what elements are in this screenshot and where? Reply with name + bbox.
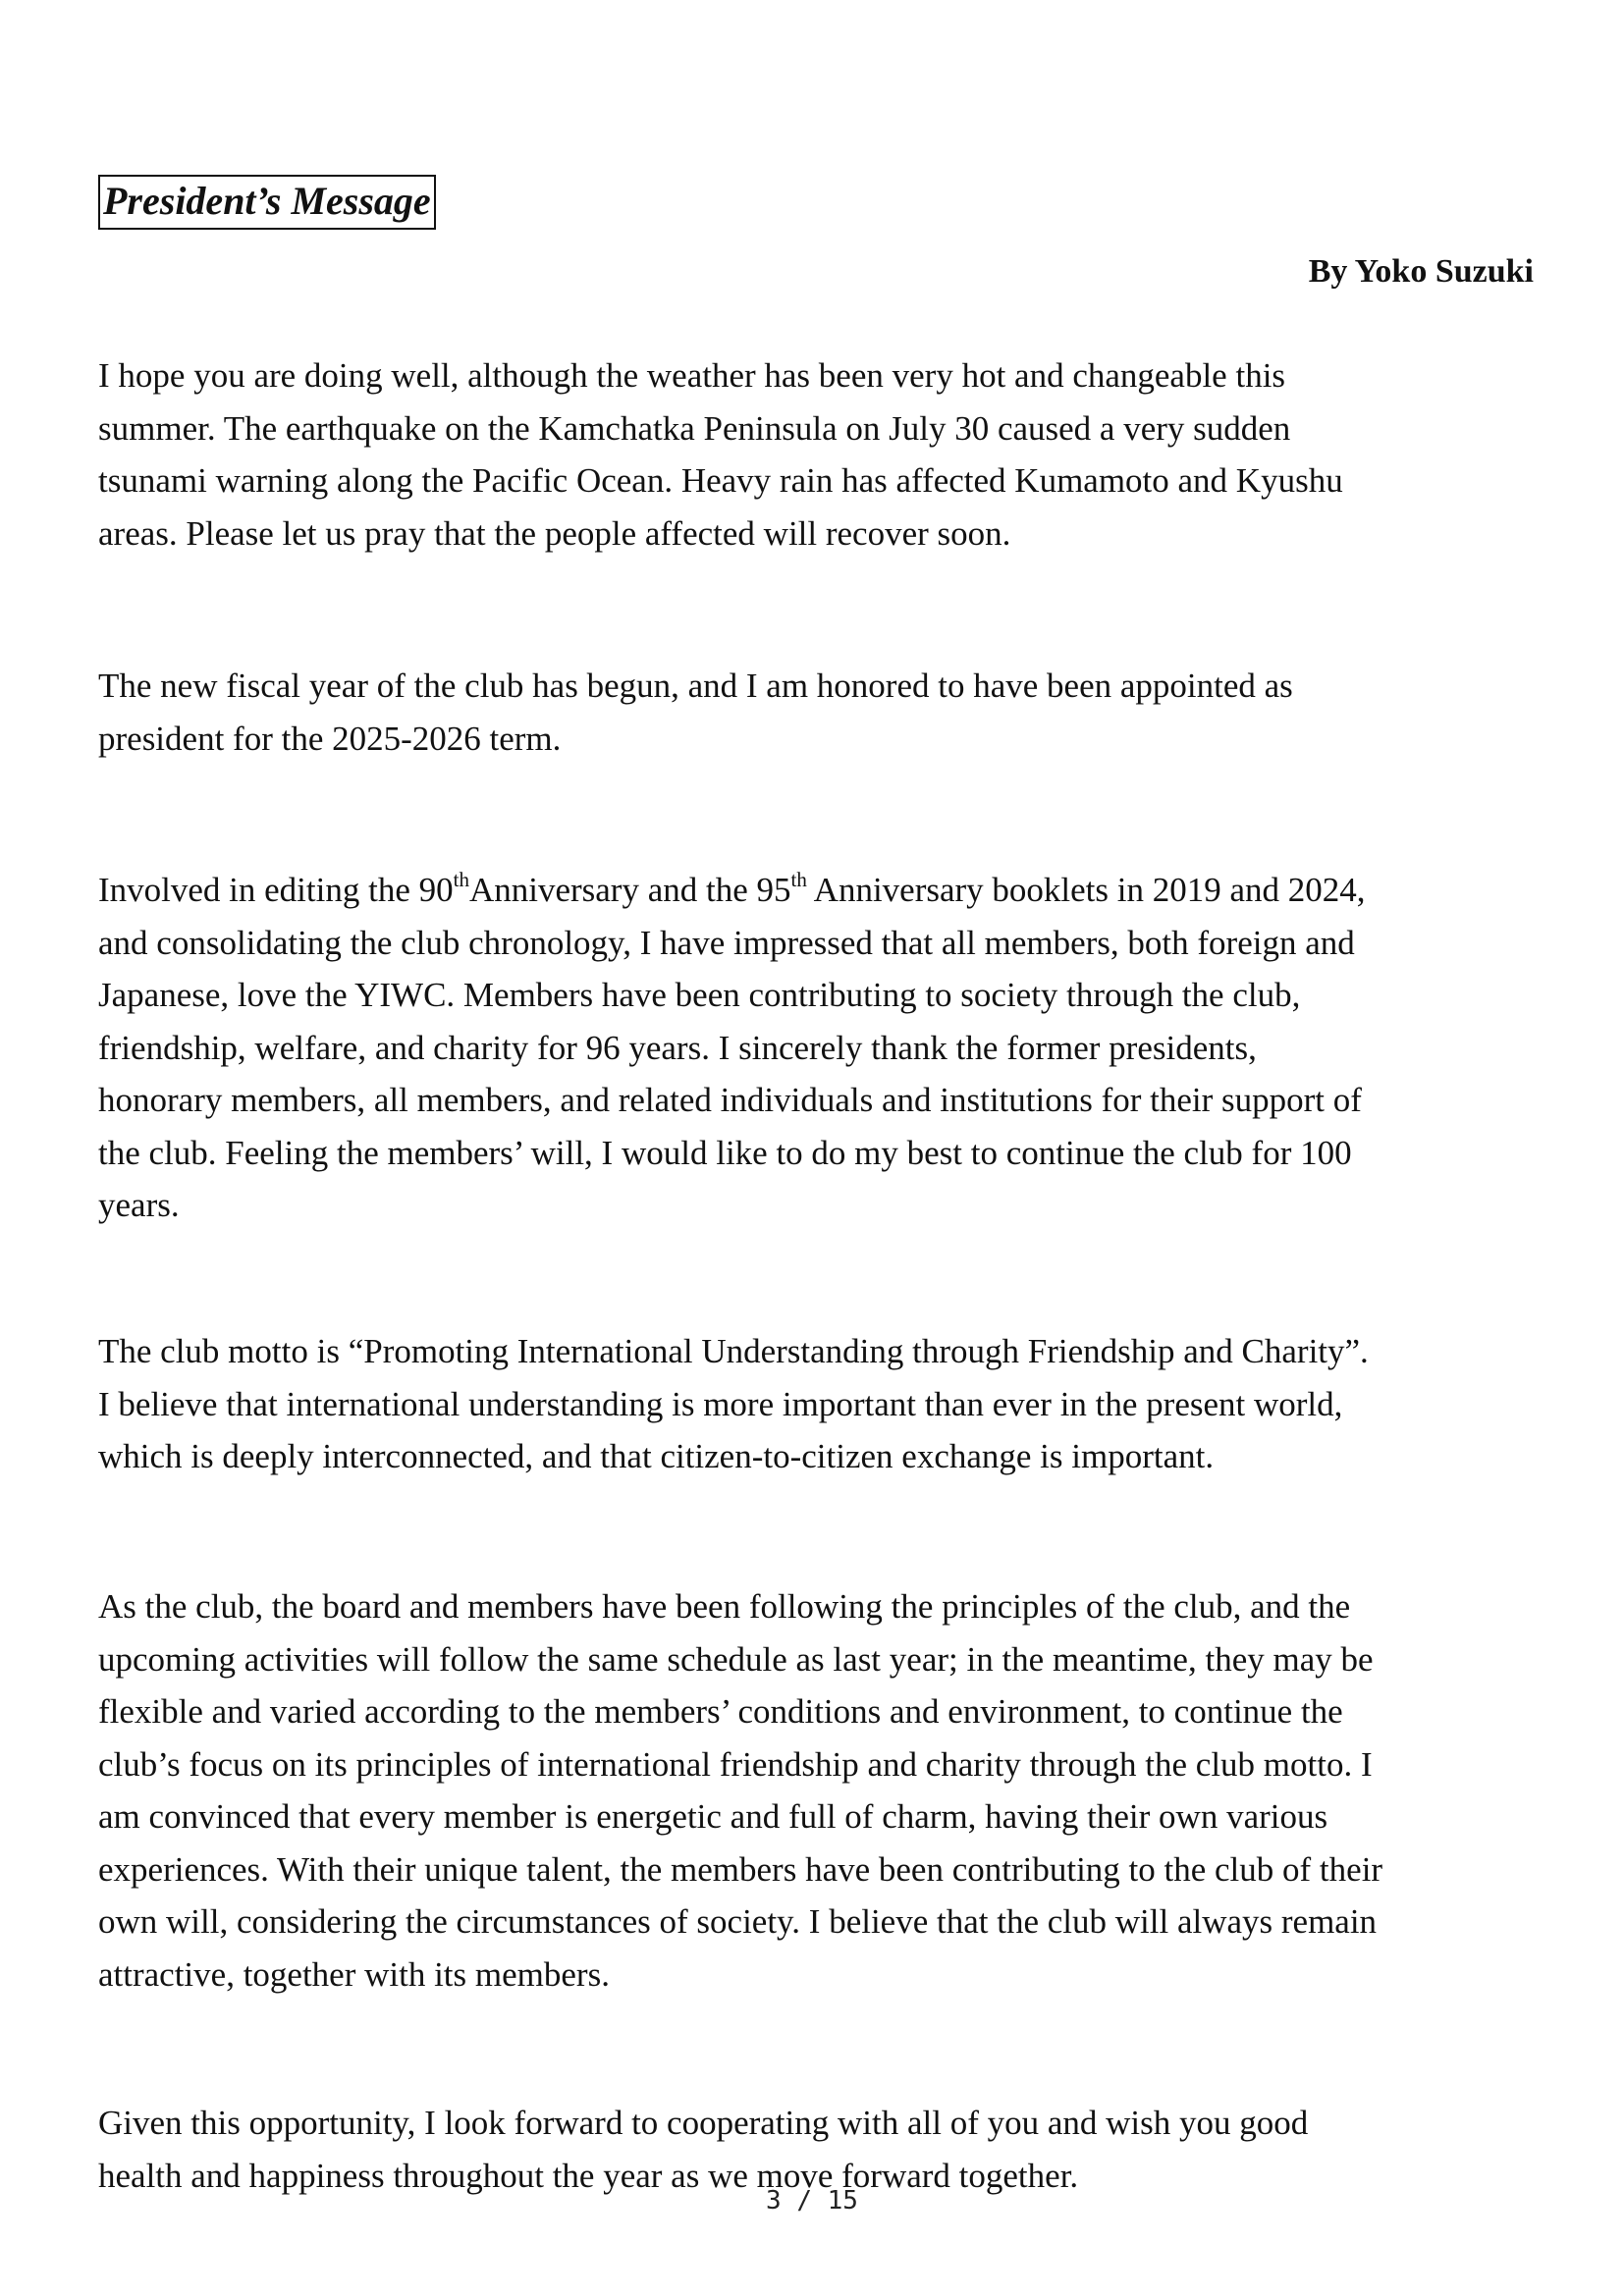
paragraph-line: honorary members, all members, and related individuals and institutions for their support of [98,1081,1362,1119]
page-number [0,2184,1624,2217]
paragraph-line: the club. Feeling the members’ will, I would like to do my best to continue the club for 100 [98,1133,1352,1172]
paragraph-line: summer. The earthquake on the Kamchatka Peninsula on July 30 caused a very sudden [98,408,1291,448]
page-separator: / [781,2186,828,2216]
paragraph-line: Japanese, love the YIWC. Members have been contributing to society through the club, [98,976,1301,1014]
paragraph-line: years. [98,1186,180,1224]
paragraph-line: am convinced that every member is energetic and full of charm, having their own various [98,1797,1328,1836]
paragraph-line: The new fiscal year of the club has begun, and I am honored to have been appointed as [98,667,1293,705]
paragraph-line: areas. Please let us pray that the people affected will recover soon. [98,513,1011,553]
paragraph-line: As the club, the board and members have been following the principles of the club, and the [98,1587,1351,1626]
paragraph-1 [98,349,1540,560]
text-segment: Anniversary booklets in 2019 and 2024, [806,871,1366,909]
author-byline: By Yoko Suzuki [1308,253,1534,290]
paragraph-5 [98,1580,1540,2001]
ordinal-suffix: th [790,868,807,891]
paragraph-line: which is deeply interconnected, and that citizen-to-citizen exchange is important. [98,1437,1215,1475]
text-segment: Involved in editing the 90 [98,871,454,909]
page-total: 15 [827,2186,858,2216]
paragraph-line: friendship, welfare, and charity for 96 years. I sincerely thank the former presidents, [98,1028,1257,1067]
paragraph-line: The club motto is “Promoting International Understanding through Friendship and Charity”. [98,1332,1369,1370]
page-current: 3 [766,2186,782,2216]
paragraph-line: president for the 2025-2026 term. [98,719,562,758]
paragraph-line: own will, considering the circumstances of society. I believe that the club will always remain [98,1902,1378,1941]
paragraph-line: experiences. With their unique talent, the members have been contributing to the club of their [98,1849,1383,1889]
ordinal-suffix: th [453,868,469,891]
paragraph-line: Given this opportunity, I look forward to cooperating with all of you and wish you good [98,2104,1309,2142]
paragraph-line: and consolidating the club chronology, I have impressed that all members, both foreign and [98,923,1355,962]
paragraph-line: upcoming activities will follow the same schedule as last year; in the meantime, they may be [98,1639,1374,1679]
paragraph-3 [98,864,1540,1232]
paragraph-line-with-ordinals [98,864,1540,917]
paragraph-line: I hope you are doing well, although the weather has been very hot and changeable this [98,356,1286,395]
paragraph-4 [98,1325,1540,1483]
paragraph-line: flexible and varied according to the members’ conditions and environment, to continue the [98,1692,1343,1731]
paragraph-2 [98,660,1540,765]
paragraph-line: club’s focus on its principles of international friendship and charity through the club motto. I [98,1744,1373,1784]
paragraph-line: health and happiness throughout the year as we move forward together. [98,2156,1079,2195]
paragraph-line: attractive, together with its members. [98,1954,610,1994]
paragraph-line: tsunami warning along the Pacific Ocean. Heavy rain has affected Kumamoto and Kyushu [98,461,1343,500]
paragraph-line: I believe that international understanding is more important than ever in the present world, [98,1384,1343,1423]
text-segment: Anniversary and the 95 [468,871,791,909]
page-title: President’s Message [98,175,436,230]
